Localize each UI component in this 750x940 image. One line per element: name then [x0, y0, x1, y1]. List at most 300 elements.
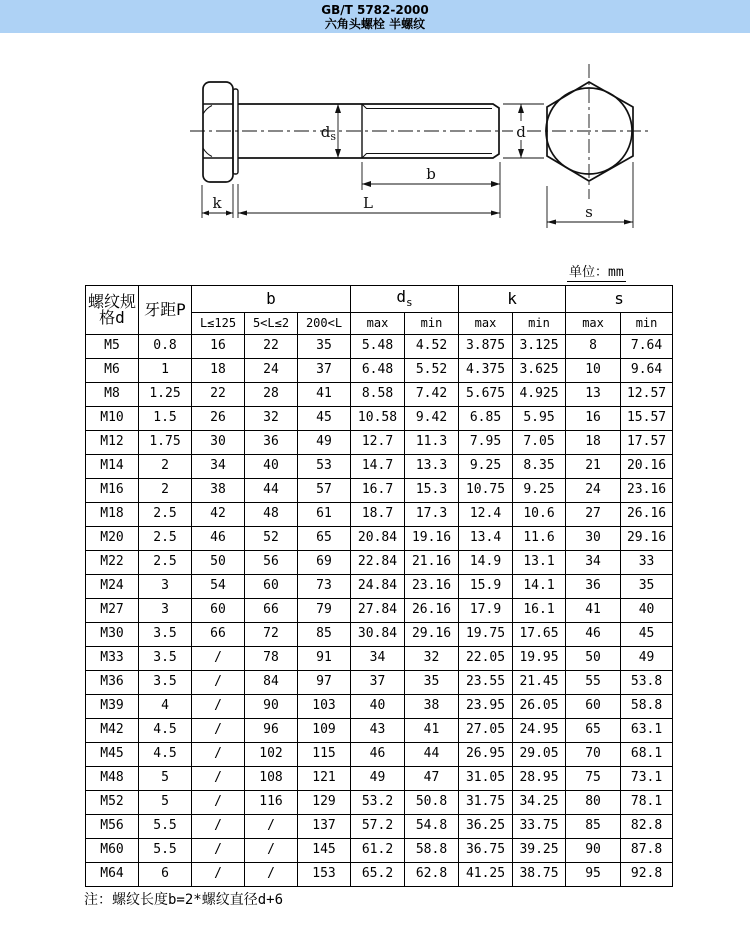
- subheader-k-min: min: [513, 313, 566, 335]
- spec-cell: M36: [86, 671, 139, 695]
- spec-cell: M10: [86, 407, 139, 431]
- value-cell: 27: [566, 503, 621, 527]
- value-cell: 61: [298, 503, 351, 527]
- arrowhead: [202, 211, 209, 216]
- value-cell: 22: [192, 383, 245, 407]
- value-cell: 19.16: [405, 527, 459, 551]
- value-cell: 57: [298, 479, 351, 503]
- label-L: L: [363, 194, 373, 212]
- value-cell: 36: [245, 431, 298, 455]
- label-s: s: [585, 203, 593, 221]
- value-cell: 116: [245, 791, 298, 815]
- value-cell: 97: [298, 671, 351, 695]
- table-row: [86, 863, 673, 887]
- value-cell: 41: [566, 599, 621, 623]
- value-cell: 23.16: [621, 479, 673, 503]
- value-cell: 6: [139, 863, 192, 887]
- value-cell: 28: [245, 383, 298, 407]
- bolt-head: [203, 82, 233, 182]
- value-cell: 54.8: [405, 815, 459, 839]
- value-cell: 44: [245, 479, 298, 503]
- value-cell: 33.75: [513, 815, 566, 839]
- value-cell: 46: [192, 527, 245, 551]
- value-cell: 1.5: [139, 407, 192, 431]
- value-cell: 21.16: [405, 551, 459, 575]
- spec-cell: M56: [86, 815, 139, 839]
- value-cell: 10.6: [513, 503, 566, 527]
- value-cell: 3.5: [139, 647, 192, 671]
- value-cell: 4.375: [459, 359, 513, 383]
- value-cell: 47: [405, 767, 459, 791]
- spec-cell: M6: [86, 359, 139, 383]
- value-cell: 27.84: [351, 599, 405, 623]
- value-cell: 145: [298, 839, 351, 863]
- value-cell: 10.58: [351, 407, 405, 431]
- value-cell: 57.2: [351, 815, 405, 839]
- value-cell: 17.9: [459, 599, 513, 623]
- value-cell: 22.84: [351, 551, 405, 575]
- value-cell: 19.75: [459, 623, 513, 647]
- value-cell: 91: [298, 647, 351, 671]
- value-cell: 3.625: [513, 359, 566, 383]
- subheader-b-range1: L≤125: [192, 313, 245, 335]
- value-cell: 13: [566, 383, 621, 407]
- value-cell: 17.3: [405, 503, 459, 527]
- spec-cell: M60: [86, 839, 139, 863]
- value-cell: /: [192, 647, 245, 671]
- spec-cell: M24: [86, 575, 139, 599]
- table-row: [86, 647, 673, 671]
- value-cell: /: [192, 815, 245, 839]
- value-cell: 23.55: [459, 671, 513, 695]
- value-cell: 16: [566, 407, 621, 431]
- value-cell: 7.05: [513, 431, 566, 455]
- value-cell: 72: [245, 623, 298, 647]
- value-cell: 11.6: [513, 527, 566, 551]
- table-row: [86, 575, 673, 599]
- value-cell: 19.95: [513, 647, 566, 671]
- value-cell: 53: [298, 455, 351, 479]
- value-cell: 28.95: [513, 767, 566, 791]
- value-cell: 24: [245, 359, 298, 383]
- spec-cell: M39: [86, 695, 139, 719]
- value-cell: 17.65: [513, 623, 566, 647]
- spec-cell: M45: [86, 743, 139, 767]
- value-cell: 73: [298, 575, 351, 599]
- title-banner: [0, 0, 750, 33]
- table-header-row-groups: [86, 286, 673, 313]
- value-cell: 9.42: [405, 407, 459, 431]
- value-cell: 49: [621, 647, 673, 671]
- value-cell: /: [192, 863, 245, 887]
- value-cell: 5.48: [351, 335, 405, 359]
- value-cell: 68.1: [621, 743, 673, 767]
- value-cell: 109: [298, 719, 351, 743]
- col-group-s: s: [566, 286, 673, 313]
- value-cell: 129: [298, 791, 351, 815]
- value-cell: 58.8: [405, 839, 459, 863]
- table-row: [86, 671, 673, 695]
- value-cell: 78.1: [621, 791, 673, 815]
- value-cell: 65: [298, 527, 351, 551]
- bolt-spec-table: [85, 285, 673, 887]
- value-cell: 13.1: [513, 551, 566, 575]
- value-cell: 2.5: [139, 527, 192, 551]
- standard-number: GB/T 5782-2000: [321, 3, 429, 17]
- value-cell: 40: [351, 695, 405, 719]
- value-cell: 40: [621, 599, 673, 623]
- hexagon: [547, 82, 633, 181]
- value-cell: 80: [566, 791, 621, 815]
- value-cell: 102: [245, 743, 298, 767]
- table-row: [86, 527, 673, 551]
- value-cell: 7.95: [459, 431, 513, 455]
- value-cell: 8.35: [513, 455, 566, 479]
- value-cell: 3.5: [139, 671, 192, 695]
- value-cell: 53.8: [621, 671, 673, 695]
- value-cell: /: [192, 791, 245, 815]
- table-row: [86, 455, 673, 479]
- value-cell: 39.25: [513, 839, 566, 863]
- value-cell: 29.16: [621, 527, 673, 551]
- value-cell: 36: [566, 575, 621, 599]
- value-cell: 45: [621, 623, 673, 647]
- spec-cell: M8: [86, 383, 139, 407]
- value-cell: 41: [405, 719, 459, 743]
- value-cell: 34: [351, 647, 405, 671]
- table-row: [86, 479, 673, 503]
- value-cell: 20.16: [621, 455, 673, 479]
- value-cell: 53.2: [351, 791, 405, 815]
- label-b: b: [426, 165, 436, 183]
- value-cell: /: [192, 695, 245, 719]
- arrowhead: [362, 181, 371, 187]
- value-cell: 5.52: [405, 359, 459, 383]
- value-cell: /: [192, 767, 245, 791]
- spec-cell: M30: [86, 623, 139, 647]
- value-cell: 12.4: [459, 503, 513, 527]
- subheader-b-range3: 200<L: [298, 313, 351, 335]
- value-cell: 61.2: [351, 839, 405, 863]
- subheader-s-max: max: [566, 313, 621, 335]
- value-cell: 153: [298, 863, 351, 887]
- value-cell: 9.64: [621, 359, 673, 383]
- value-cell: /: [245, 839, 298, 863]
- arrowhead: [518, 104, 524, 113]
- value-cell: 16.7: [351, 479, 405, 503]
- value-cell: 36.25: [459, 815, 513, 839]
- value-cell: 40: [245, 455, 298, 479]
- arrowhead: [624, 220, 633, 225]
- value-cell: 22.05: [459, 647, 513, 671]
- label-d: d: [516, 123, 526, 141]
- value-cell: 1: [139, 359, 192, 383]
- subheader-ds-min: min: [405, 313, 459, 335]
- value-cell: 95: [566, 863, 621, 887]
- value-cell: 92.8: [621, 863, 673, 887]
- value-cell: 26.16: [621, 503, 673, 527]
- value-cell: 13.4: [459, 527, 513, 551]
- value-cell: 38.75: [513, 863, 566, 887]
- value-cell: 34: [192, 455, 245, 479]
- standard-title: 六角头螺栓 半螺纹: [324, 17, 426, 31]
- dimension-k-l: [202, 184, 500, 218]
- value-cell: 35: [298, 335, 351, 359]
- value-cell: 36.75: [459, 839, 513, 863]
- value-cell: 66: [245, 599, 298, 623]
- value-cell: 50: [566, 647, 621, 671]
- subheader-s-min: min: [621, 313, 673, 335]
- value-cell: 31.05: [459, 767, 513, 791]
- value-cell: 54: [192, 575, 245, 599]
- spec-cell: M22: [86, 551, 139, 575]
- arrowhead: [335, 149, 341, 158]
- value-cell: 85: [298, 623, 351, 647]
- value-cell: /: [192, 839, 245, 863]
- value-cell: 32: [245, 407, 298, 431]
- value-cell: 44: [405, 743, 459, 767]
- value-cell: 15.57: [621, 407, 673, 431]
- table-row: [86, 407, 673, 431]
- label-ds: $d_s$: [320, 123, 336, 143]
- value-cell: 23.16: [405, 575, 459, 599]
- value-cell: 45: [298, 407, 351, 431]
- value-cell: 16.1: [513, 599, 566, 623]
- value-cell: 14.9: [459, 551, 513, 575]
- value-cell: 73.1: [621, 767, 673, 791]
- value-cell: 62.8: [405, 863, 459, 887]
- value-cell: 8: [566, 335, 621, 359]
- arrowhead: [547, 220, 556, 225]
- value-cell: 35: [621, 575, 673, 599]
- col-group-k: k: [459, 286, 566, 313]
- value-cell: 58.8: [621, 695, 673, 719]
- value-cell: 21: [566, 455, 621, 479]
- table-row: [86, 815, 673, 839]
- col-header-pitch: 牙距P: [139, 286, 192, 335]
- value-cell: 90: [245, 695, 298, 719]
- value-cell: 63.1: [621, 719, 673, 743]
- table-row: [86, 839, 673, 863]
- spec-cell: M16: [86, 479, 139, 503]
- value-cell: /: [192, 719, 245, 743]
- table-row: [86, 791, 673, 815]
- subheader-k-max: max: [459, 313, 513, 335]
- spec-cell: M42: [86, 719, 139, 743]
- value-cell: 5.675: [459, 383, 513, 407]
- arrowhead: [491, 211, 500, 216]
- table-body: [86, 335, 673, 887]
- value-cell: 30: [192, 431, 245, 455]
- value-cell: 50: [192, 551, 245, 575]
- value-cell: 5.95: [513, 407, 566, 431]
- value-cell: 30.84: [351, 623, 405, 647]
- value-cell: 34.25: [513, 791, 566, 815]
- arrowhead: [226, 211, 233, 216]
- value-cell: 43: [351, 719, 405, 743]
- footnote: 注：螺纹长度b=2*螺纹直径d+6: [84, 892, 284, 908]
- value-cell: 5.5: [139, 815, 192, 839]
- value-cell: 115: [298, 743, 351, 767]
- value-cell: 26.95: [459, 743, 513, 767]
- value-cell: 9.25: [459, 455, 513, 479]
- value-cell: 30: [566, 527, 621, 551]
- value-cell: 56: [245, 551, 298, 575]
- value-cell: 4: [139, 695, 192, 719]
- value-cell: 37: [351, 671, 405, 695]
- value-cell: 2.5: [139, 503, 192, 527]
- table-row: [86, 623, 673, 647]
- value-cell: 137: [298, 815, 351, 839]
- spec-cell: M33: [86, 647, 139, 671]
- value-cell: 79: [298, 599, 351, 623]
- table-row: [86, 719, 673, 743]
- arrowhead: [491, 181, 500, 187]
- value-cell: 2: [139, 479, 192, 503]
- value-cell: 52: [245, 527, 298, 551]
- value-cell: 3: [139, 575, 192, 599]
- value-cell: 3: [139, 599, 192, 623]
- value-cell: 2: [139, 455, 192, 479]
- col-header-thread-spec: 螺纹规 格d: [86, 286, 139, 335]
- table-row: [86, 767, 673, 791]
- value-cell: 34: [566, 551, 621, 575]
- spec-cell: M5: [86, 335, 139, 359]
- value-cell: 32: [405, 647, 459, 671]
- table-row: [86, 359, 673, 383]
- value-cell: 14.1: [513, 575, 566, 599]
- value-cell: 10: [566, 359, 621, 383]
- value-cell: 27.05: [459, 719, 513, 743]
- value-cell: 66: [192, 623, 245, 647]
- spec-cell: M27: [86, 599, 139, 623]
- value-cell: 6.85: [459, 407, 513, 431]
- spec-cell: M52: [86, 791, 139, 815]
- value-cell: 7.64: [621, 335, 673, 359]
- value-cell: 13.3: [405, 455, 459, 479]
- value-cell: 41: [298, 383, 351, 407]
- value-cell: 49: [298, 431, 351, 455]
- table-row: [86, 695, 673, 719]
- arrowhead: [518, 149, 524, 158]
- value-cell: 75: [566, 767, 621, 791]
- value-cell: 1.75: [139, 431, 192, 455]
- bolt-side-view: [190, 64, 651, 228]
- value-cell: 85: [566, 815, 621, 839]
- value-cell: 29.16: [405, 623, 459, 647]
- unit-label: 单位：mm: [567, 261, 626, 282]
- value-cell: 2.5: [139, 551, 192, 575]
- value-cell: 96: [245, 719, 298, 743]
- value-cell: 16: [192, 335, 245, 359]
- value-cell: 7.42: [405, 383, 459, 407]
- value-cell: 0.8: [139, 335, 192, 359]
- value-cell: 22: [245, 335, 298, 359]
- spec-cell: M12: [86, 431, 139, 455]
- value-cell: 60: [566, 695, 621, 719]
- value-cell: 87.8: [621, 839, 673, 863]
- value-cell: 49: [351, 767, 405, 791]
- value-cell: 11.3: [405, 431, 459, 455]
- table-row: [86, 383, 673, 407]
- subheader-ds-max: max: [351, 313, 405, 335]
- value-cell: 14.7: [351, 455, 405, 479]
- value-cell: 9.25: [513, 479, 566, 503]
- value-cell: /: [192, 671, 245, 695]
- value-cell: 69: [298, 551, 351, 575]
- value-cell: 46: [566, 623, 621, 647]
- value-cell: 4.52: [405, 335, 459, 359]
- table-row: [86, 335, 673, 359]
- value-cell: 4.925: [513, 383, 566, 407]
- value-cell: 38: [405, 695, 459, 719]
- value-cell: 24.95: [513, 719, 566, 743]
- table-row: [86, 743, 673, 767]
- value-cell: 1.25: [139, 383, 192, 407]
- value-cell: 31.75: [459, 791, 513, 815]
- value-cell: 50.8: [405, 791, 459, 815]
- value-cell: 37: [298, 359, 351, 383]
- value-cell: 48: [245, 503, 298, 527]
- value-cell: 103: [298, 695, 351, 719]
- spec-cell: M14: [86, 455, 139, 479]
- value-cell: /: [245, 863, 298, 887]
- value-cell: 3.875: [459, 335, 513, 359]
- label-k: k: [212, 194, 222, 212]
- value-cell: 60: [192, 599, 245, 623]
- table-row: [86, 503, 673, 527]
- value-cell: /: [192, 743, 245, 767]
- value-cell: 17.57: [621, 431, 673, 455]
- value-cell: 108: [245, 767, 298, 791]
- value-cell: 26: [192, 407, 245, 431]
- col-group-ds: $d_s$: [351, 286, 459, 313]
- value-cell: 121: [298, 767, 351, 791]
- value-cell: 24.84: [351, 575, 405, 599]
- value-cell: 78: [245, 647, 298, 671]
- value-cell: 65.2: [351, 863, 405, 887]
- value-cell: 3.125: [513, 335, 566, 359]
- arrowhead: [238, 211, 247, 216]
- value-cell: 60: [245, 575, 298, 599]
- value-cell: 42: [192, 503, 245, 527]
- bolt-technical-drawing: [0, 40, 750, 245]
- value-cell: 38: [192, 479, 245, 503]
- table-row: [86, 431, 673, 455]
- value-cell: 20.84: [351, 527, 405, 551]
- subheader-b-range2: 5<L≤2: [245, 313, 298, 335]
- arrowhead: [335, 104, 341, 113]
- value-cell: 24: [566, 479, 621, 503]
- value-cell: 90: [566, 839, 621, 863]
- value-cell: 15.3: [405, 479, 459, 503]
- spec-cell: M48: [86, 767, 139, 791]
- value-cell: 5: [139, 791, 192, 815]
- value-cell: 35: [405, 671, 459, 695]
- value-cell: 12.57: [621, 383, 673, 407]
- value-cell: 3.5: [139, 623, 192, 647]
- value-cell: 33: [621, 551, 673, 575]
- value-cell: /: [245, 815, 298, 839]
- value-cell: 26.05: [513, 695, 566, 719]
- value-cell: 70: [566, 743, 621, 767]
- value-cell: 6.48: [351, 359, 405, 383]
- value-cell: 18: [192, 359, 245, 383]
- col-group-b: b: [192, 286, 351, 313]
- value-cell: 21.45: [513, 671, 566, 695]
- value-cell: 23.95: [459, 695, 513, 719]
- value-cell: 65: [566, 719, 621, 743]
